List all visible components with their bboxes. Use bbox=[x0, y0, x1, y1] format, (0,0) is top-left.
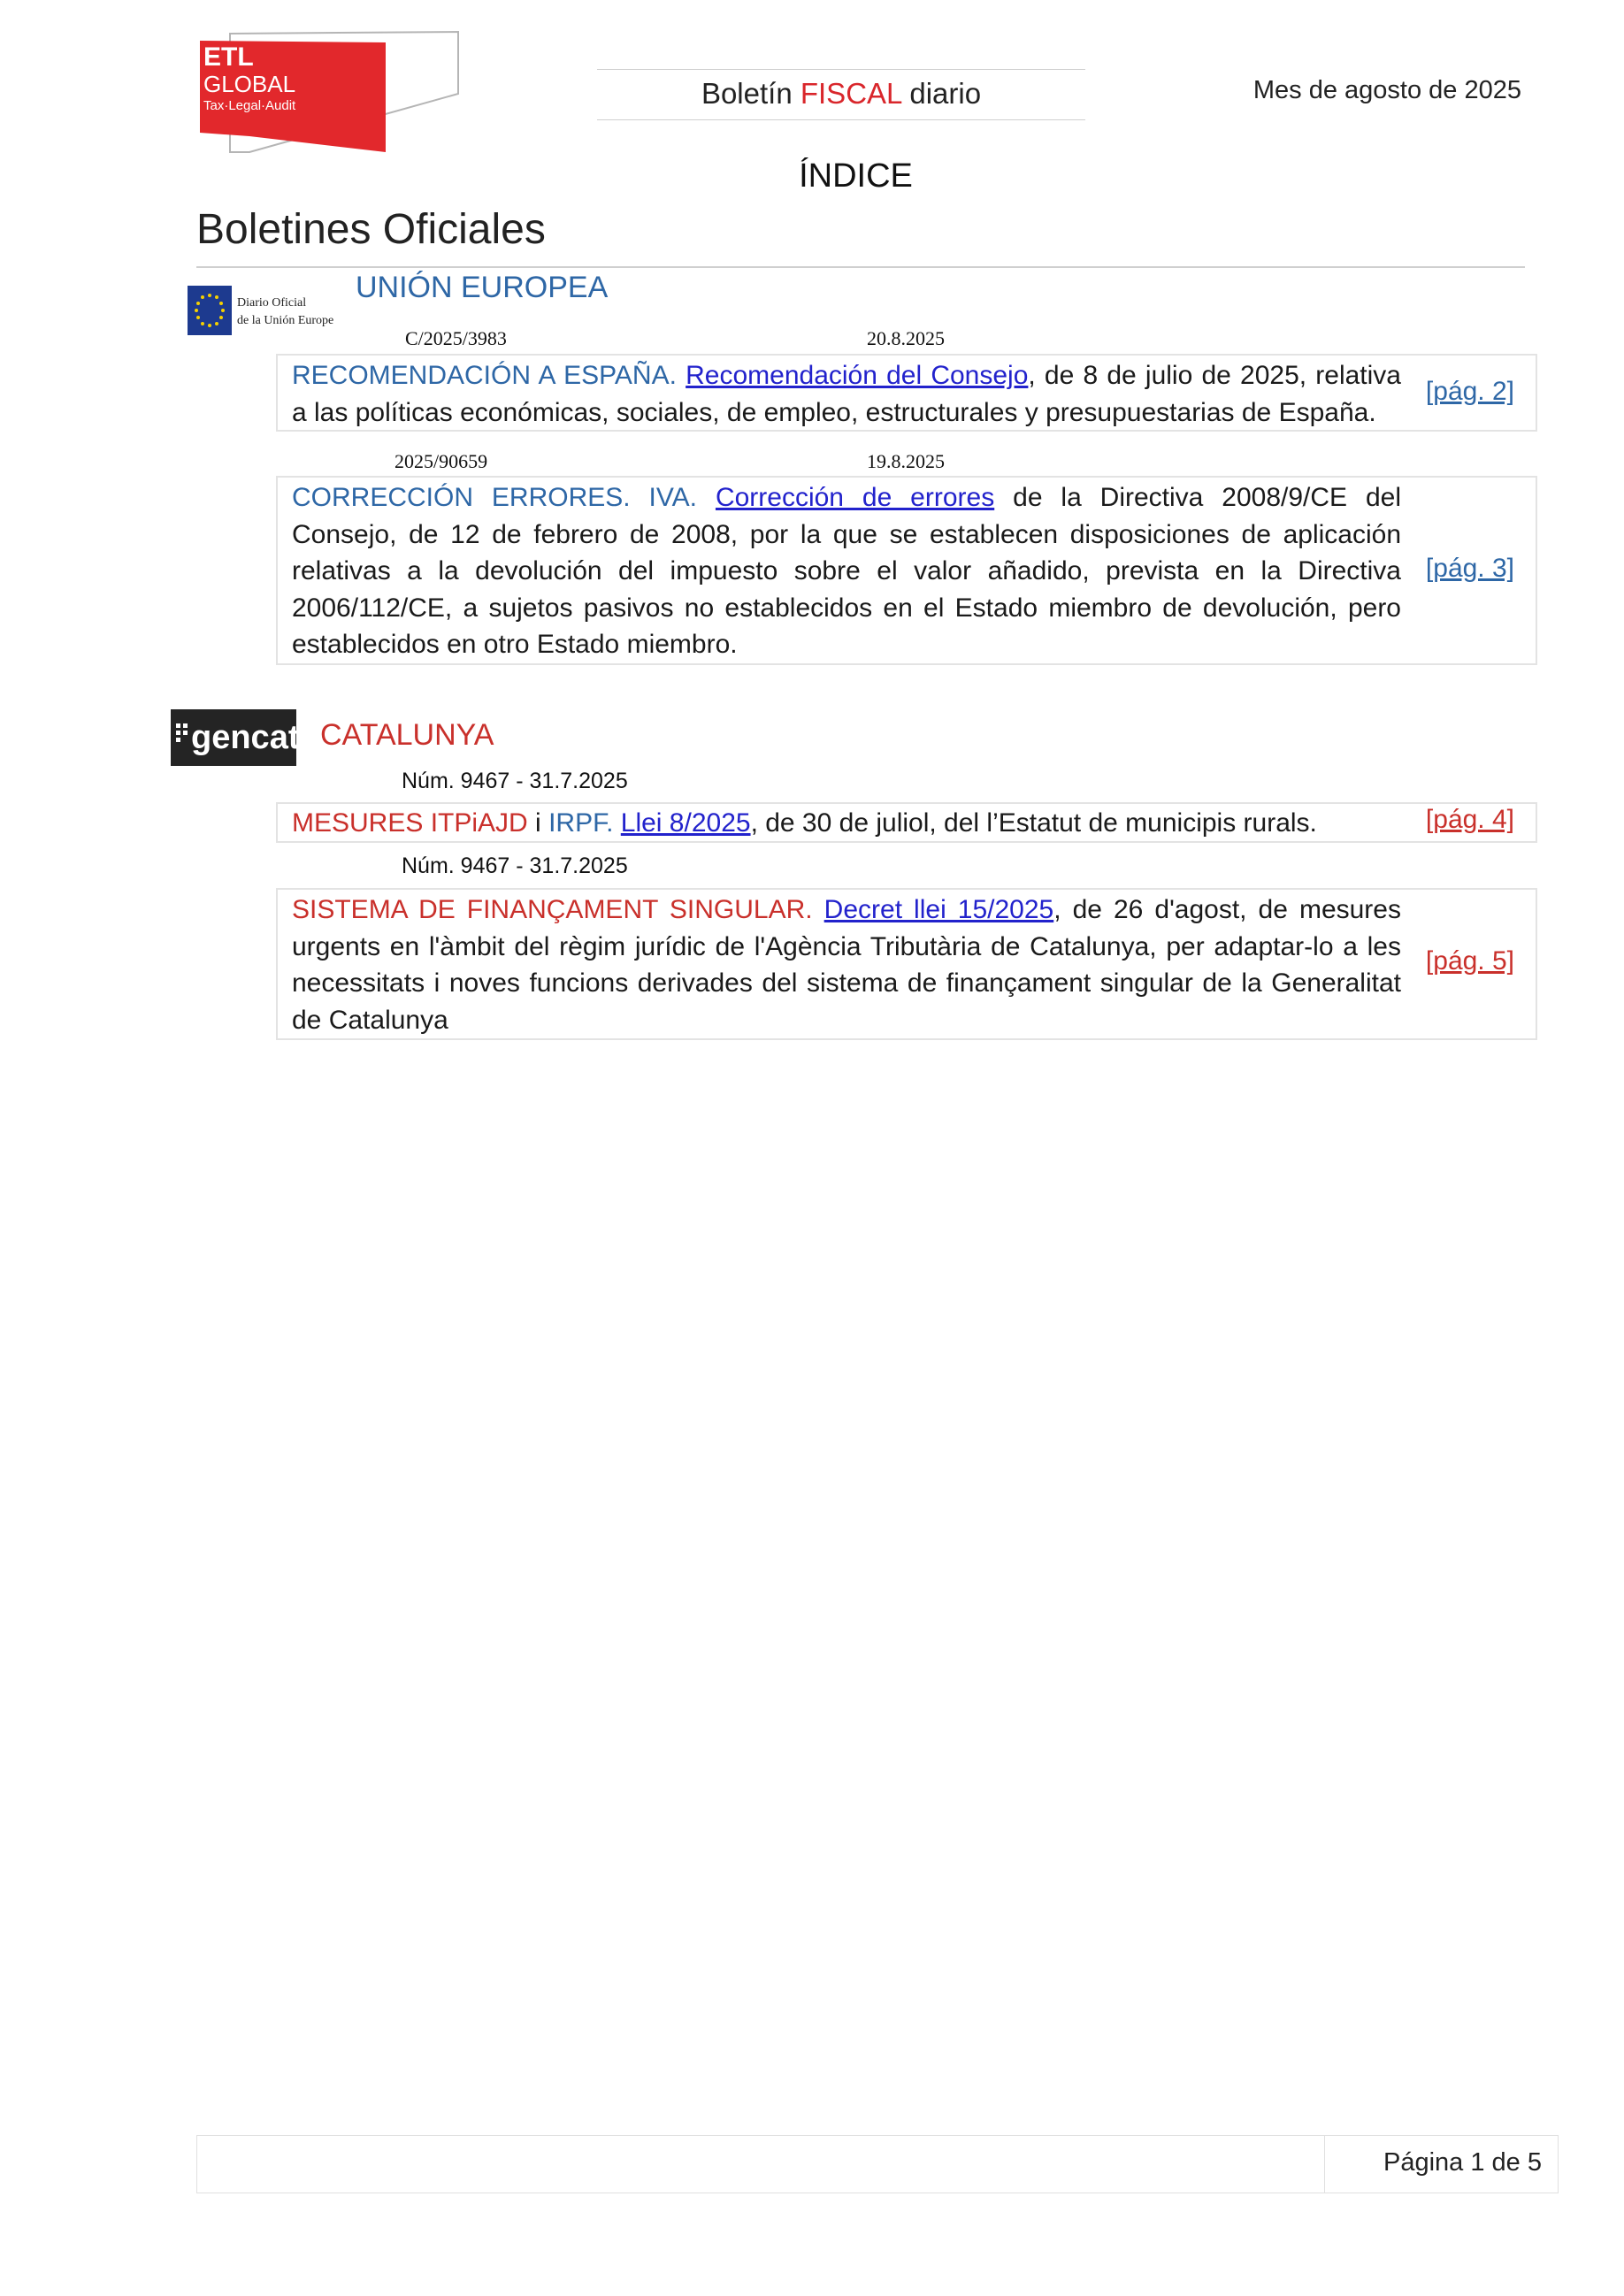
page-link[interactable]: [pág. 2] bbox=[1425, 377, 1514, 406]
index-entry-eu-1 bbox=[276, 354, 1537, 432]
entry-link[interactable]: Corrección de errores bbox=[715, 483, 995, 512]
index-title: ÍNDICE bbox=[799, 157, 913, 195]
page-footer bbox=[196, 2135, 1559, 2193]
entry-description: , de 26 d'agost, de mesures urgents en l'àmbit del règim jurídic de l'Agència Tributària de Catalunya, per adaptar-lo a les necessitats i noves funcions derivades del sistema de finançament singular de la Generalitat de Catalunya bbox=[292, 895, 1401, 1035]
entry-topic: SISTEMA DE FINANÇAMENT SINGULAR. bbox=[292, 895, 813, 924]
entry-text: CORRECCIÓN ERRORES. IVA. Corrección de errores de la Directiva 2008/9/CE del Consejo, de 12 de febrero de 2008, por la que se establecen disposiciones de aplicación relativas a la devolución del impuesto sobre el valor añadido, prevista en la Directiva 2006/112/CE, a sujetos pasivos no establecidos en el Estado miembro de devolución, pero establecidos en otro Estado miembro. bbox=[292, 483, 1402, 660]
entry-topic-joiner: i bbox=[527, 808, 549, 838]
footer-divider bbox=[1324, 2136, 1325, 2193]
entry-reference: C/2025/3983 bbox=[405, 327, 507, 349]
entry-link[interactable]: Recomendación del Consejo bbox=[686, 361, 1029, 390]
eu-official-journal-logo bbox=[188, 286, 333, 335]
logo-tagline-text: Tax·Legal·Audit bbox=[203, 98, 296, 113]
entry-topic: RECOMENDACIÓN A ESPAÑA bbox=[292, 361, 670, 390]
entry-link[interactable]: Decret llei 15/2025 bbox=[823, 895, 1054, 924]
bulletin-title-suffix: diario bbox=[901, 77, 982, 110]
entry-topic: CORRECCIÓN ERRORES. IVA bbox=[292, 483, 690, 512]
bulletin-title-prefix: Boletín bbox=[701, 77, 801, 110]
entry-topic: MESURES ITPiAJD bbox=[292, 808, 528, 838]
bulletin-title bbox=[597, 69, 1085, 120]
entry-text: RECOMENDACIÓN A ESPAÑA. Recomendación del Consejo, de 8 de julio de 2025, relativa a las políticas económicas, sociales, de empleo, estructurales y presupuestarias de España. bbox=[292, 361, 1401, 427]
entry-link[interactable]: Llei 8/2025 bbox=[620, 808, 751, 838]
section-title-eu: UNIÓN EUROPEA bbox=[356, 271, 609, 304]
entry-date: 19.8.2025 bbox=[867, 450, 945, 472]
eu-logo-line2: de la Unión Europea bbox=[237, 314, 333, 327]
entry-reference: 2025/90659 bbox=[395, 450, 488, 472]
heading-divider bbox=[196, 266, 1525, 268]
logo-etl-text: ETL bbox=[203, 42, 254, 72]
index-entry-eu-2 bbox=[276, 476, 1537, 665]
entry-description: , de 30 de juliol, del l’Estatut de municipis rurals. bbox=[750, 808, 1317, 838]
page-link[interactable]: [pág. 4] bbox=[1425, 805, 1514, 834]
page-link[interactable]: [pág. 3] bbox=[1425, 554, 1514, 583]
entry-reference: Núm. 9467 - 31.7.2025 bbox=[402, 769, 628, 793]
bulletin-month: Mes de agosto de 2025 bbox=[1252, 76, 1521, 104]
entry-topic-secondary: IRPF bbox=[548, 808, 607, 838]
entry-text: MESURES ITPiAJD i IRPF. Llei 8/2025, de 30 de juliol, del l’Estatut de municipis rurals. bbox=[292, 808, 1317, 838]
gencat-logo-text: gencat bbox=[191, 719, 296, 756]
index-entry-cat-2 bbox=[276, 888, 1537, 1040]
entry-date: 20.8.2025 bbox=[867, 327, 945, 349]
page-link[interactable]: [pág. 5] bbox=[1425, 946, 1514, 976]
page-number: Página 1 de 5 bbox=[1383, 2148, 1542, 2177]
index-entry-cat-1 bbox=[276, 802, 1537, 843]
entry-description: , de 8 de julio de 2025, relativa a las políticas económicas, sociales, de empleo, estructurales y presupuestarias de España. bbox=[292, 361, 1401, 427]
logo-global-text: GLOBAL bbox=[203, 71, 296, 97]
entry-description: de la Directiva 2008/9/CE del Consejo, de 12 de febrero de 2008, por la que se establecen disposiciones de aplicación relativas a la devolución del impuesto sobre el valor añadido, prevista en la Directiva 2006/112/CE, a sujetos pasivos no establecidos en el Estado miembro de devolución, pero establecidos en otro Estado miembro. bbox=[292, 483, 1402, 660]
eu-logo-line1: Diario Oficial bbox=[237, 296, 307, 310]
section-title-catalunya: CATALUNYA bbox=[320, 718, 494, 752]
gencat-logo bbox=[171, 709, 296, 766]
entry-text bbox=[292, 892, 1401, 1038]
entry-reference: Núm. 9467 - 31.7.2025 bbox=[402, 853, 628, 878]
bulletin-title-accent: FISCAL bbox=[800, 77, 902, 110]
boletines-heading: Boletines Oficiales bbox=[196, 206, 546, 253]
etl-global-logo bbox=[196, 28, 462, 161]
